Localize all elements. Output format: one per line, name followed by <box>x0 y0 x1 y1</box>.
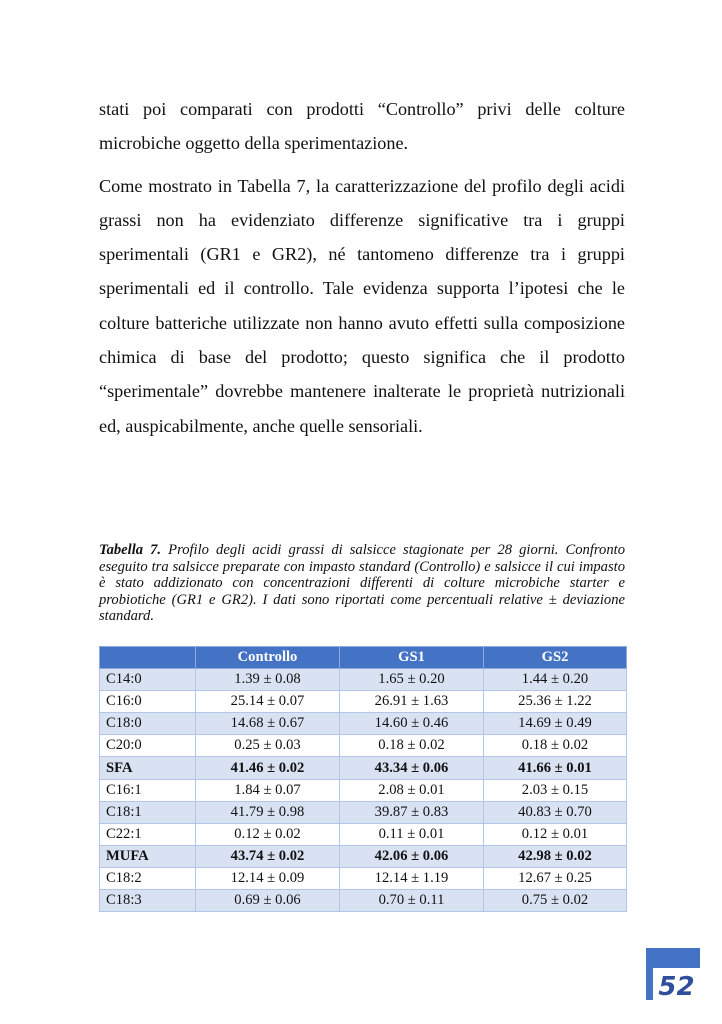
table-body <box>100 669 627 912</box>
row-label-cell: C16:0 <box>100 691 196 713</box>
value-cell: 2.08 ± 0.01 <box>340 779 484 801</box>
row-label-cell: C18:3 <box>100 890 196 912</box>
header-cell-controllo: Controllo <box>196 647 340 669</box>
paragraph-2: Come mostrato in Tabella 7, la caratterizzazione del profilo degli acidi grassi non ha evidenziato differenze significative tra i gruppi sperimentali (GR1 e GR2), né tantomeno differenze tra i gruppi sperimentali ed il controllo. Tale evidenza supporta l’ipotesi che le colture batteriche utilizzate non hanno avuto effetti sulla composizione chimica di base del prodotto; questo significa che il prodotto “sperimentale” dovrebbe mantenere inalterate le proprietà nutrizionali ed, auspicabilmente, anche quelle sensoriali. <box>99 175 625 436</box>
row-label-cell: C20:0 <box>100 735 196 757</box>
value-cell: 1.84 ± 0.07 <box>196 779 340 801</box>
value-cell: 42.98 ± 0.02 <box>484 845 627 867</box>
value-cell: 41.79 ± 0.98 <box>196 801 340 823</box>
value-cell: 12.67 ± 0.25 <box>484 867 627 889</box>
value-cell: 0.75 ± 0.02 <box>484 890 627 912</box>
value-cell: 0.12 ± 0.01 <box>484 823 627 845</box>
value-cell: 25.36 ± 1.22 <box>484 691 627 713</box>
value-cell: 14.60 ± 0.46 <box>340 713 484 735</box>
value-cell: 1.65 ± 0.20 <box>340 669 484 691</box>
row-label-cell: C18:2 <box>100 867 196 889</box>
value-cell: 40.83 ± 0.70 <box>484 801 627 823</box>
value-cell: 43.34 ± 0.06 <box>340 757 484 779</box>
page-number: 52 <box>653 968 700 1006</box>
value-cell: 0.70 ± 0.11 <box>340 890 484 912</box>
table-row <box>100 713 627 735</box>
table-row <box>100 823 627 845</box>
table-row <box>100 867 627 889</box>
row-label-cell: C18:0 <box>100 713 196 735</box>
value-cell: 0.25 ± 0.03 <box>196 735 340 757</box>
table-row <box>100 779 627 801</box>
table-caption-text: Profilo degli acidi grassi di salsicce stagionate per 28 giorni. Confronto eseguito tra salsicce preparate con impasto standard (Controllo) e salsicce il cui impasto è stato addizionato con concentrazioni differenti di colture microbiche starter e probiotiche (GR1 e GR2). I dati sono riportati come percentuali relative ± deviazione standard. <box>99 542 625 625</box>
value-cell: 1.39 ± 0.08 <box>196 669 340 691</box>
table-header-row <box>100 647 627 669</box>
body-text <box>99 92 625 443</box>
value-cell: 41.66 ± 0.01 <box>484 757 627 779</box>
value-cell: 0.12 ± 0.02 <box>196 823 340 845</box>
header-cell-gs2: GS2 <box>484 647 627 669</box>
value-cell: 12.14 ± 1.19 <box>340 867 484 889</box>
value-cell: 12.14 ± 0.09 <box>196 867 340 889</box>
paragraph-1: stati poi comparati con prodotti “Controllo” privi delle colture microbiche oggetto della sperimentazione. <box>99 99 625 154</box>
row-label-cell: C14:0 <box>100 669 196 691</box>
table-row <box>100 669 627 691</box>
value-cell: 14.69 ± 0.49 <box>484 713 627 735</box>
table-row <box>100 890 627 912</box>
value-cell: 0.18 ± 0.02 <box>340 735 484 757</box>
table-row <box>100 801 627 823</box>
header-cell-gs1: GS1 <box>340 647 484 669</box>
value-cell: 25.14 ± 0.07 <box>196 691 340 713</box>
table-row <box>100 691 627 713</box>
value-cell: 0.69 ± 0.06 <box>196 890 340 912</box>
row-label-cell: C16:1 <box>100 779 196 801</box>
value-cell: 0.11 ± 0.01 <box>340 823 484 845</box>
value-cell: 0.18 ± 0.02 <box>484 735 627 757</box>
value-cell: 1.44 ± 0.20 <box>484 669 627 691</box>
table-caption <box>99 542 625 625</box>
header-cell-blank <box>100 647 196 669</box>
fatty-acid-table <box>99 646 627 912</box>
row-label-cell: C22:1 <box>100 823 196 845</box>
value-cell: 26.91 ± 1.63 <box>340 691 484 713</box>
table-row <box>100 845 627 867</box>
row-label-cell: C18:1 <box>100 801 196 823</box>
value-cell: 42.06 ± 0.06 <box>340 845 484 867</box>
value-cell: 43.74 ± 0.02 <box>196 845 340 867</box>
value-cell: 39.87 ± 0.83 <box>340 801 484 823</box>
value-cell: 14.68 ± 0.67 <box>196 713 340 735</box>
table-row <box>100 735 627 757</box>
row-label-cell: SFA <box>100 757 196 779</box>
value-cell: 41.46 ± 0.02 <box>196 757 340 779</box>
row-label-cell: MUFA <box>100 845 196 867</box>
value-cell: 2.03 ± 0.15 <box>484 779 627 801</box>
table-caption-label: Tabella 7. <box>99 542 162 558</box>
table-row <box>100 757 627 779</box>
